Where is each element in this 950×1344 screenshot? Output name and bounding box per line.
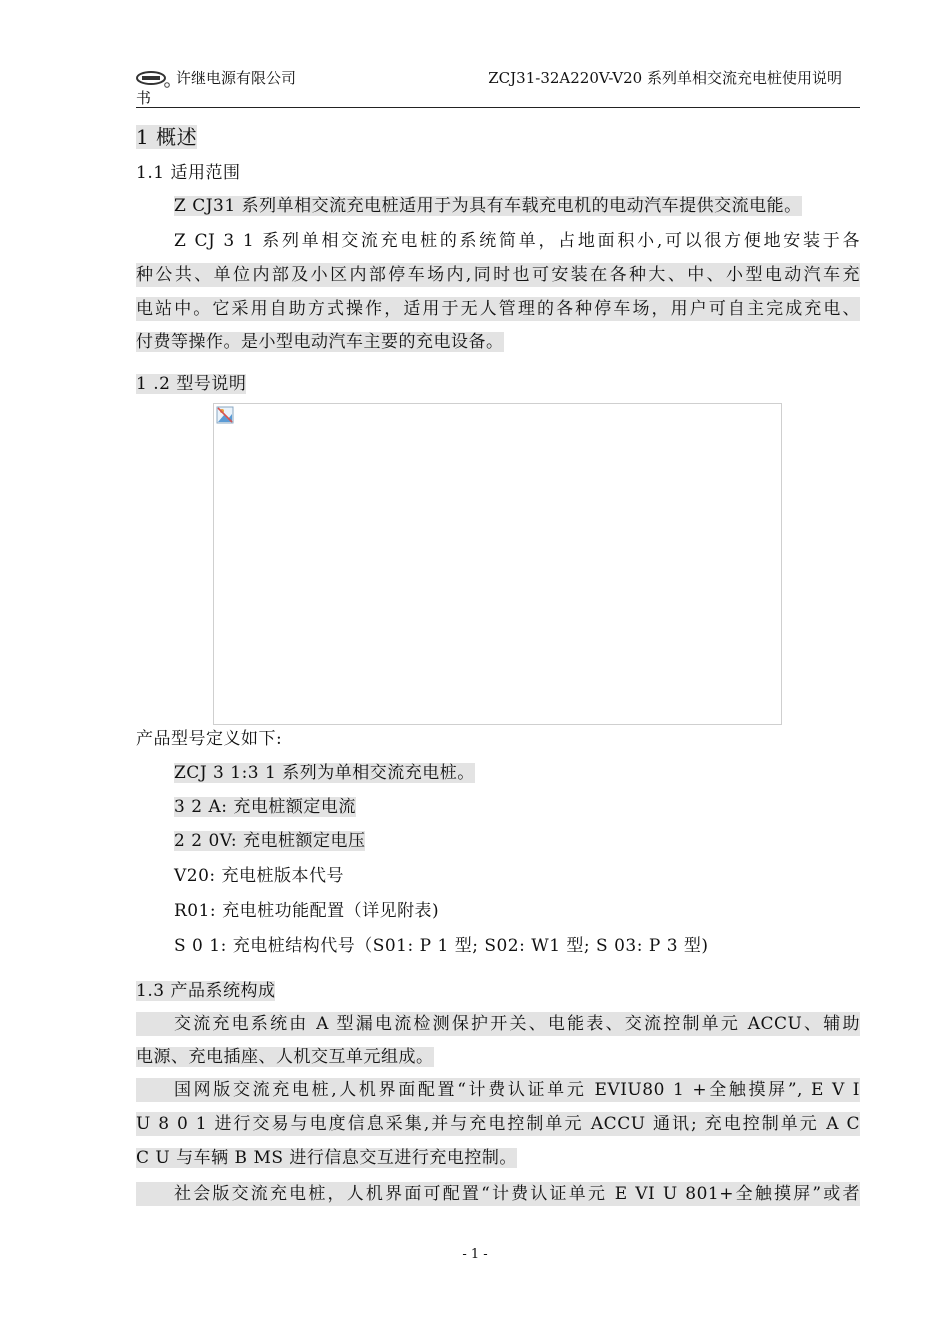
paragraph-scope-1: Z CJ31 系列单相交流充电桩适用于为具有车载充电机的电动汽车提供交流电能。 <box>174 196 802 216</box>
page-number: - 1 - <box>462 1247 488 1262</box>
header-doc-title-wrap: 书 <box>136 89 152 107</box>
broken-image-icon <box>216 406 234 424</box>
header-doc-title: ZCJ31-32A220V-V20 系列单相交流充电桩使用说明 <box>488 69 842 87</box>
paragraph-scope-2-line-2: 种公共、单位内部及小区内部停车场内,同时也可安装在各种大、中、小型电动汽车充 <box>136 265 860 285</box>
subsection-heading-1-1: 1.1 适用范围 <box>136 163 241 183</box>
header-company: 许继电源有限公司 <box>176 69 297 87</box>
xj-logo-icon <box>136 70 172 88</box>
paragraph-system-2-line-2: U 8 0 1 进行交易与电度信息采集,并与充电控制单元 ACCU 通讯; 充电控制单元 A C <box>136 1114 860 1134</box>
model-item: R01: 充电桩功能配置（详见附表) <box>174 901 440 921</box>
model-item: 3 2 A: 充电桩额定电流 <box>174 797 356 817</box>
paragraph-system-1-line-1: 交流充电系统由 A 型漏电流检测保护开关、电能表、交流控制单元 ACCU、辅助 <box>136 1012 860 1036</box>
header-rule <box>136 107 860 108</box>
paragraph-scope-2-line-4: 付费等操作。是小型电动汽车主要的充电设备。 <box>136 332 504 352</box>
model-item: S 0 1: 充电桩结构代号（S01: P 1 型; S02: W1 型; S 03: P 3 型) <box>174 936 709 956</box>
section-heading-1: 1 概述 <box>136 125 198 149</box>
model-diagram-image <box>213 403 782 725</box>
paragraph-scope-2-line-1: Z CJ 3 1 系列单相交流充电桩的系统简单，占地面积小,可以很方便地安装于各 <box>174 231 860 251</box>
paragraph-system-2-line-3: C U 与车辆 B MS 进行信息交互进行充电控制。 <box>136 1148 517 1168</box>
model-definition-intro: 产品型号定义如下: <box>136 729 283 749</box>
model-item: ZCJ 3 1:3 1 系列为单相交流充电桩。 <box>174 763 475 783</box>
model-item: V20: 充电桩版本代号 <box>174 866 345 886</box>
subsection-heading-1-2: 1 .2 型号说明 <box>136 374 247 394</box>
subsection-heading-1-3: 1.3 产品系统构成 <box>136 981 276 1001</box>
paragraph-system-1-line-2: 电源、充电插座、人机交互单元组成。 <box>136 1047 434 1067</box>
paragraph-system-2-line-1: 国网版交流充电桩,人机界面配置“计费认证单元 EVIU80 1 +全触摸屏”, E V I <box>136 1078 860 1102</box>
model-item: 2 2 0V: 充电桩额定电压 <box>174 831 366 851</box>
paragraph-system-3-line-1: 社会版交流充电桩，人机界面可配置“计费认证单元 E VI U 801+全触摸屏”或者 <box>136 1182 860 1206</box>
paragraph-scope-2-line-3: 电站中。它采用自助方式操作，适用于无人管理的各种停车场，用户可自主完成充电、 <box>136 299 860 319</box>
